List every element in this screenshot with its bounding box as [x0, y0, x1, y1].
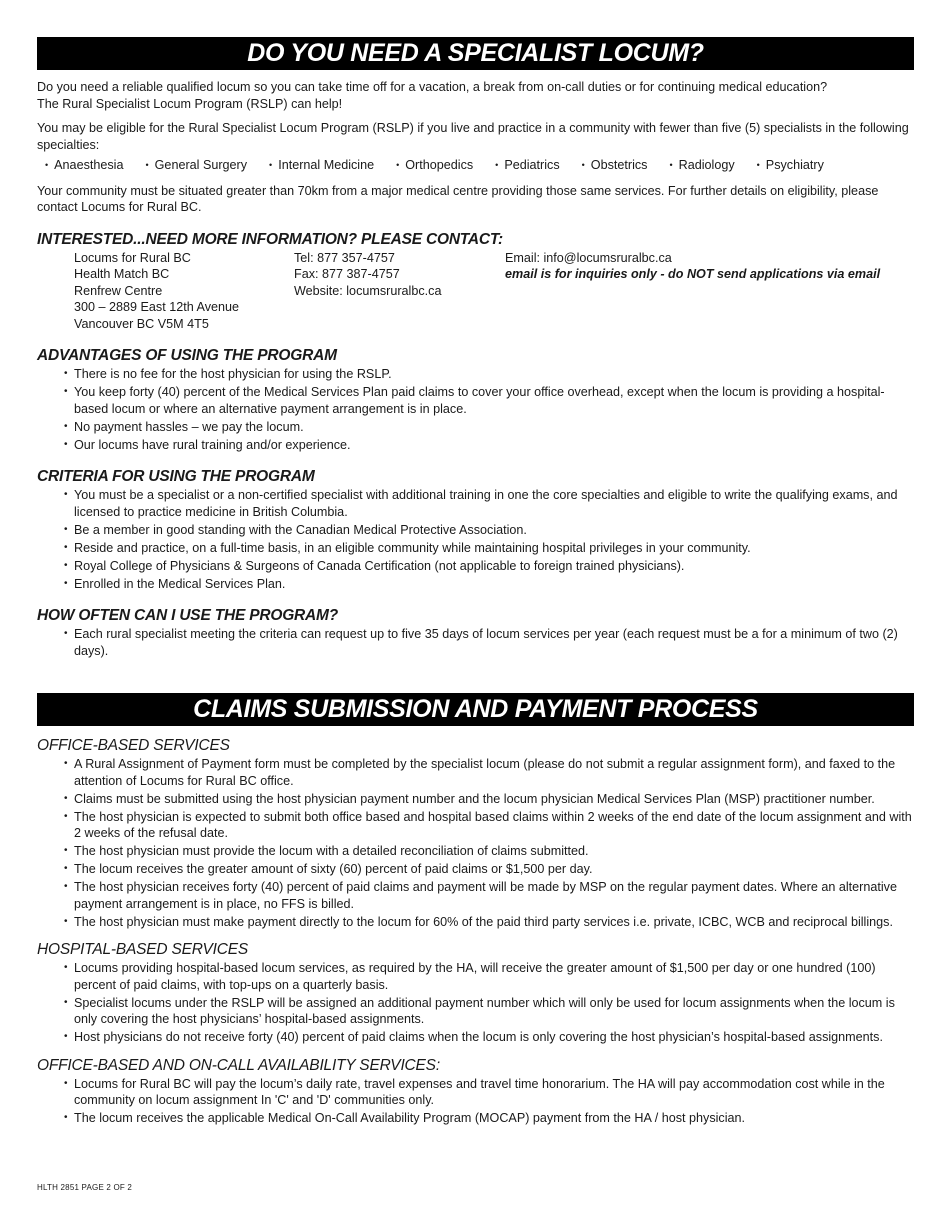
intro-paragraph	[37, 79, 914, 112]
specialty-item: • Obstetrics	[582, 157, 648, 175]
criteria-list	[37, 487, 914, 592]
list-item: • You must be a specialist or a non-certified specialist with additional training in one the core specialties and eligible to write the qualifying exams, and licensed to practice medicine in British Columbia.	[74, 487, 914, 520]
contact-phone	[294, 250, 505, 333]
list-item: • The locum receives the applicable Medical On-Call Availability Program (MOCAP) payment from the HA / host physician.	[74, 1110, 914, 1127]
list-item: • Be a member in good standing with the Canadian Medical Protective Association.	[74, 522, 914, 539]
website-link[interactable]: Website: locumsruralbc.ca	[294, 283, 442, 298]
document-page	[37, 37, 914, 1128]
advantages-list	[37, 366, 914, 453]
list-item: • Royal College of Physicians & Surgeons of Canada Certification (not applicable to foreign trained physicians).	[74, 558, 914, 575]
list-item: • Host physicians do not receive forty (40) percent of paid claims when the locum is only covering the host physician’s hospital-based assignments.	[74, 1029, 914, 1046]
address-line: Health Match BC	[74, 267, 170, 281]
fax-line: Fax: 877 387-4757	[294, 267, 400, 281]
address-line: Locums for Rural BC	[74, 250, 191, 265]
list-item: • Locums for Rural BC will pay the locum’s daily rate, travel expenses and travel time honorarium. The HA will pay accommodation cost while in the community on locum assignment In 'C' and 'D' communities only.	[74, 1076, 914, 1109]
claims-banner: CLAIMS SUBMISSION AND PAYMENT PROCESS	[37, 693, 914, 726]
contact-email	[505, 250, 914, 333]
contact-block	[37, 250, 914, 333]
list-item: • Our locums have rural training and/or experience.	[74, 437, 914, 454]
list-item: • The host physician is expected to submit both office based and hospital based claims within 2 weeks of the end date of the locum assignment and with 2 weeks of the refusal date.	[74, 809, 914, 842]
list-item: • The locum receives the greater amount of sixty (60) percent of paid claims or $1,500 per day.	[74, 861, 914, 878]
email-link[interactable]: Email: info@locumsruralbc.ca	[505, 250, 672, 265]
specialist-locum-banner: DO YOU NEED A SPECIALIST LOCUM?	[37, 37, 914, 70]
specialty-item: • Radiology	[669, 157, 734, 175]
list-item: • Specialist locums under the RSLP will be assigned an additional payment number which will only be used for locum assignments when the locum is only covering the host physicians’ hospital-based assignments.	[74, 995, 914, 1028]
list-item: • You keep forty (40) percent of the Medical Services Plan paid claims to cover your office overhead, except when the locum is providing a hospital-based locum or where an alternative payment arrangement is in place.	[74, 384, 914, 417]
eligibility-paragraph: You may be eligible for the Rural Specialist Locum Program (RSLP) if you live and practice in a community with fewer than five (5) specialists in the following specialties:	[37, 121, 909, 152]
on-call-heading: OFFICE-BASED AND ON-CALL AVAILABILITY SERVICES:	[37, 1056, 440, 1074]
list-item: • Reside and practice, on a full-time basis, in an eligible community while maintaining hospital privileges in your community.	[74, 540, 914, 557]
list-item: • Enrolled in the Medical Services Plan.	[74, 576, 914, 593]
contact-address	[74, 250, 294, 333]
on-call-list	[37, 1076, 914, 1127]
address-line: 300 – 2889 East 12th Avenue	[74, 300, 240, 314]
advantages-heading: ADVANTAGES OF USING THE PROGRAM	[37, 347, 337, 364]
how-often-list	[37, 626, 914, 659]
office-based-heading: OFFICE-BASED SERVICES	[37, 737, 230, 754]
phone-line: Tel: 877 357-4757	[294, 250, 395, 265]
specialty-item: • General Surgery	[145, 157, 247, 175]
criteria-heading: CRITERIA FOR USING THE PROGRAM	[37, 468, 315, 485]
address-line: Renfrew Centre	[74, 283, 163, 298]
hospital-based-list	[37, 960, 914, 1046]
specialty-item: • Orthopedics	[396, 157, 473, 175]
list-item: • A Rural Assignment of Payment form must be completed by the specialist locum (please do not submit a regular assignment form), and faxed to the attention of Locums for Rural BC office.	[74, 756, 914, 789]
list-item: • The host physician must provide the locum with a detailed reconciliation of claims submitted.	[74, 843, 914, 860]
intro-line-1: Do you need a reliable qualified locum so you can take time off for a vacation, a break from on-call duties or for continuing medical education?	[37, 80, 828, 94]
list-item: • The host physician must make payment directly to the locum for 60% of the paid third party services i.e. private, ICBC, WCB and reciprocal billings.	[74, 914, 914, 931]
contact-heading: INTERESTED...NEED MORE INFORMATION? PLEASE CONTACT:	[37, 230, 503, 248]
hospital-based-heading: HOSPITAL-BASED SERVICES	[37, 941, 249, 958]
list-item: • Locums providing hospital-based locum services, as required by the HA, will receive the greater amount of $1,500 per day or one hundred (100) percent of paid claims, with top-ups on a quarterly basis.	[74, 960, 914, 993]
how-often-heading: HOW OFTEN CAN I USE THE PROGRAM?	[37, 607, 339, 624]
specialty-item: • Anaesthesia	[45, 157, 123, 175]
distance-paragraph: Your community must be situated greater than 70km from a major medical centre providing those same services. For further details on eligibility, please contact Locums for Rural BC.	[37, 183, 879, 214]
office-based-list	[37, 756, 914, 930]
page-footer: HLTH 2851 PAGE 2 OF 2	[37, 1183, 133, 1192]
email-note: email is for inquiries only - do NOT send applications via email	[505, 267, 881, 281]
specialty-item: • Psychiatry	[757, 157, 824, 175]
address-line: Vancouver BC V5M 4T5	[74, 316, 209, 331]
list-item: • Claims must be submitted using the host physician payment number and the locum physician Medical Services Plan (MSP) practitioner number.	[74, 791, 914, 808]
specialty-item: • Internal Medicine	[269, 157, 374, 175]
list-item: • No payment hassles – we pay the locum.	[74, 419, 914, 436]
list-item: • Each rural specialist meeting the criteria can request up to five 35 days of locum services per year (each request must be a for a minimum of two (2) days).	[74, 626, 914, 659]
intro-line-2: The Rural Specialist Locum Program (RSLP) can help!	[37, 96, 343, 111]
specialty-list	[37, 157, 914, 175]
list-item: • The host physician receives forty (40) percent of paid claims and payment will be made by MSP on the regular payment dates. Where an alternative payment arrangement is in place, no FFS is billed.	[74, 879, 914, 912]
specialty-item: • Pediatrics	[495, 157, 559, 175]
list-item: • There is no fee for the host physician for using the RSLP.	[74, 366, 914, 383]
